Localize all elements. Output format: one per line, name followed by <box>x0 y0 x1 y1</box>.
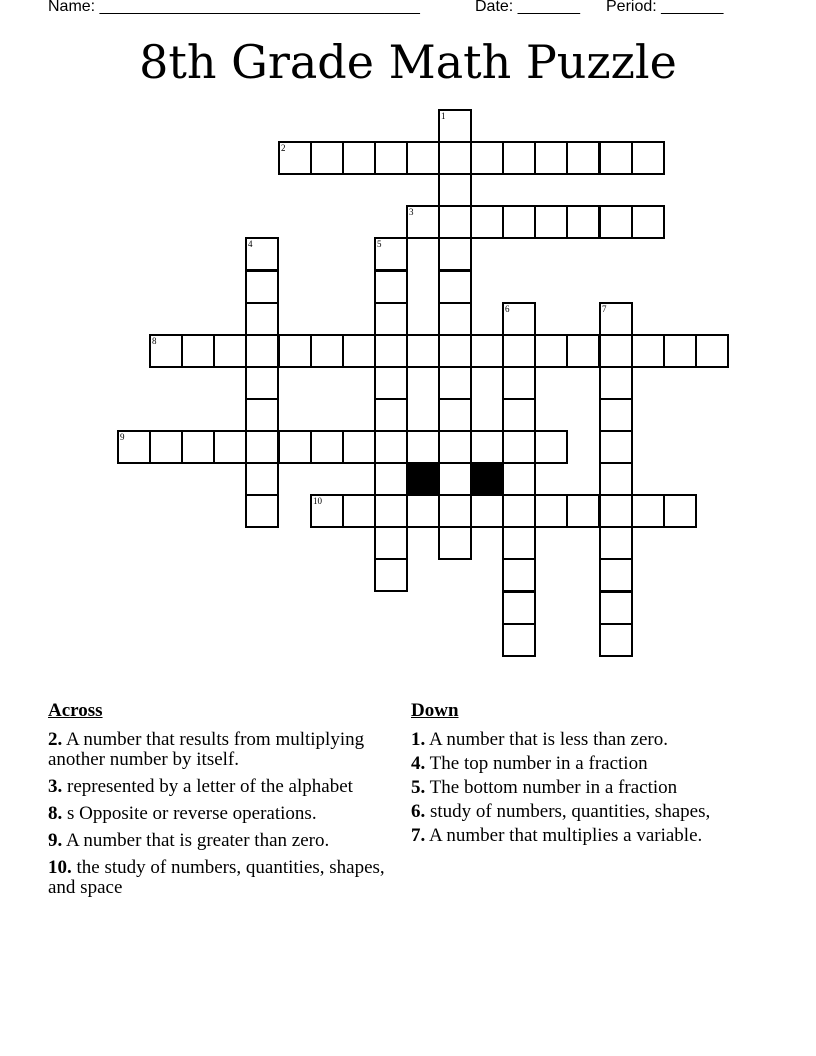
grid-cell[interactable] <box>213 334 247 368</box>
clue-down-5 <box>411 778 751 798</box>
clue-text: s Opposite or reverse operations. <box>67 803 317 824</box>
grid-cell[interactable] <box>599 366 633 400</box>
grid-cell[interactable] <box>406 494 440 528</box>
clue-number: 6. <box>411 801 426 822</box>
grid-cell[interactable] <box>534 334 568 368</box>
grid-cell[interactable] <box>181 334 215 368</box>
grid-cell[interactable] <box>406 334 440 368</box>
clue-across-2 <box>48 730 404 770</box>
clue-text: A number that is greater than zero. <box>65 830 330 851</box>
grid-cell[interactable] <box>502 591 536 625</box>
clue-number: 2. <box>48 729 63 750</box>
grid-cell[interactable] <box>310 430 344 464</box>
clue-text: represented by a letter of the alphabet <box>67 776 353 797</box>
grid-cell[interactable] <box>502 623 536 657</box>
grid-cell[interactable] <box>374 302 408 336</box>
down-clues <box>411 700 751 850</box>
grid-cell[interactable] <box>502 398 536 432</box>
grid-cell[interactable] <box>534 494 568 528</box>
grid-cell[interactable] <box>374 558 408 592</box>
grid-cell[interactable] <box>438 430 472 464</box>
grid-cell[interactable] <box>245 398 279 432</box>
grid-cell[interactable] <box>599 558 633 592</box>
clue-number-label: 3 <box>409 207 414 217</box>
grid-block <box>406 462 440 496</box>
grid-cell[interactable] <box>695 334 729 368</box>
clue-text: The bottom number in a fraction <box>429 777 678 798</box>
grid-cell[interactable] <box>374 141 408 175</box>
clue-number: 1. <box>411 729 426 750</box>
grid-cell[interactable] <box>374 366 408 400</box>
grid-cell[interactable] <box>438 237 472 271</box>
grid-cell[interactable] <box>502 526 536 560</box>
clue-number: 9. <box>48 830 63 851</box>
grid-cell[interactable] <box>213 430 247 464</box>
grid-cell[interactable] <box>599 141 633 175</box>
clue-text: A number that is less than zero. <box>428 729 668 750</box>
grid-cell[interactable] <box>342 494 376 528</box>
clue-text: The top number in a fraction <box>429 753 648 774</box>
across-clues <box>48 700 404 905</box>
grid-cell[interactable] <box>438 302 472 336</box>
grid-cell[interactable] <box>438 334 472 368</box>
grid-cell[interactable] <box>438 205 472 239</box>
grid-cell[interactable] <box>278 141 312 175</box>
grid-cell[interactable] <box>566 205 600 239</box>
grid-block <box>470 462 504 496</box>
grid-cell[interactable] <box>406 205 440 239</box>
grid-cell[interactable] <box>566 334 600 368</box>
grid-cell[interactable] <box>438 270 472 304</box>
grid-cell[interactable] <box>374 494 408 528</box>
grid-cell[interactable] <box>342 141 376 175</box>
grid-cell[interactable] <box>663 494 697 528</box>
grid-cell[interactable] <box>534 205 568 239</box>
clue-across-10 <box>48 858 404 898</box>
clue-text: A number that multiplies a variable. <box>428 825 703 846</box>
clue-number: 8. <box>48 803 63 824</box>
clue-number-label: 1 <box>441 111 446 121</box>
grid-cell[interactable] <box>406 141 440 175</box>
grid-cell[interactable] <box>181 430 215 464</box>
name-field[interactable]: Name: ____________________________________ <box>48 0 420 15</box>
grid-cell[interactable] <box>502 205 536 239</box>
clue-number-label: 5 <box>377 239 382 249</box>
grid-cell[interactable] <box>470 430 504 464</box>
grid-cell[interactable] <box>599 623 633 657</box>
grid-cell[interactable] <box>631 205 665 239</box>
date-field[interactable]: Date: _______ <box>475 0 580 15</box>
clue-number: 3. <box>48 776 63 797</box>
grid-cell[interactable] <box>438 494 472 528</box>
clue-number-label: 2 <box>281 143 286 153</box>
grid-cell[interactable] <box>631 334 665 368</box>
clue-down-4 <box>411 754 751 774</box>
page-title: 8th Grade Math Puzzle <box>139 35 677 89</box>
grid-cell[interactable] <box>278 334 312 368</box>
grid-cell[interactable] <box>245 366 279 400</box>
grid-cell[interactable] <box>117 430 151 464</box>
grid-cell[interactable] <box>245 270 279 304</box>
clue-number-label: 4 <box>248 239 253 249</box>
grid-cell[interactable] <box>502 141 536 175</box>
grid-cell[interactable] <box>278 430 312 464</box>
grid-cell[interactable] <box>245 302 279 336</box>
grid-cell[interactable] <box>245 430 279 464</box>
clue-down-7 <box>411 826 751 846</box>
grid-cell[interactable] <box>245 237 279 271</box>
clue-number-label: 10 <box>313 496 322 506</box>
grid-cell[interactable] <box>631 141 665 175</box>
grid-cell[interactable] <box>374 270 408 304</box>
grid-cell[interactable] <box>245 494 279 528</box>
grid-cell[interactable] <box>374 237 408 271</box>
grid-cell[interactable] <box>663 334 697 368</box>
grid-cell[interactable] <box>599 462 633 496</box>
clue-across-3 <box>48 777 404 797</box>
grid-cell[interactable] <box>470 334 504 368</box>
grid-cell[interactable] <box>310 141 344 175</box>
clue-down-6 <box>411 802 751 822</box>
grid-cell[interactable] <box>470 141 504 175</box>
clue-across-8 <box>48 804 404 824</box>
grid-cell[interactable] <box>438 141 472 175</box>
clue-text: the study of numbers, quantities, shapes, and space <box>48 857 385 898</box>
grid-cell[interactable] <box>502 334 536 368</box>
grid-cell[interactable] <box>374 398 408 432</box>
grid-cell[interactable] <box>438 109 472 143</box>
grid-cell[interactable] <box>502 462 536 496</box>
grid-cell[interactable] <box>438 462 472 496</box>
grid-cell[interactable] <box>438 366 472 400</box>
grid-cell[interactable] <box>502 366 536 400</box>
clue-number: 10. <box>48 857 72 878</box>
grid-cell[interactable] <box>406 430 440 464</box>
down-heading: Down <box>411 700 459 721</box>
grid-cell[interactable] <box>438 398 472 432</box>
grid-cell[interactable] <box>310 334 344 368</box>
clue-number: 4. <box>411 753 426 774</box>
clue-number: 5. <box>411 777 426 798</box>
clue-text: A number that results from multiplying another number by itself. <box>48 729 365 770</box>
grid-cell[interactable] <box>599 334 633 368</box>
grid-cell[interactable] <box>599 591 633 625</box>
grid-cell[interactable] <box>374 526 408 560</box>
grid-cell[interactable] <box>502 558 536 592</box>
across-heading: Across <box>48 700 103 721</box>
grid-cell[interactable] <box>566 141 600 175</box>
clue-across-9 <box>48 831 404 851</box>
grid-cell[interactable] <box>245 462 279 496</box>
grid-cell[interactable] <box>502 302 536 336</box>
grid-cell[interactable] <box>310 494 344 528</box>
grid-cell[interactable] <box>374 462 408 496</box>
grid-cell[interactable] <box>631 494 665 528</box>
grid-cell[interactable] <box>599 205 633 239</box>
period-field[interactable]: Period: _______ <box>606 0 724 15</box>
clue-number-label: 8 <box>152 336 157 346</box>
clue-number-label: 9 <box>120 432 125 442</box>
grid-cell[interactable] <box>599 302 633 336</box>
grid-cell[interactable] <box>566 494 600 528</box>
grid-cell[interactable] <box>245 334 279 368</box>
grid-cell[interactable] <box>470 494 504 528</box>
grid-cell[interactable] <box>438 173 472 207</box>
grid-cell[interactable] <box>342 430 376 464</box>
grid-cell[interactable] <box>374 334 408 368</box>
grid-cell[interactable] <box>534 141 568 175</box>
grid-cell[interactable] <box>374 430 408 464</box>
grid-cell[interactable] <box>470 205 504 239</box>
grid-cell[interactable] <box>599 430 633 464</box>
grid-cell[interactable] <box>502 494 536 528</box>
grid-cell[interactable] <box>599 526 633 560</box>
clue-number-label: 6 <box>505 304 510 314</box>
clue-number-label: 7 <box>602 304 607 314</box>
grid-cell[interactable] <box>599 398 633 432</box>
grid-cell[interactable] <box>342 334 376 368</box>
grid-cell[interactable] <box>534 430 568 464</box>
clue-down-1 <box>411 730 751 750</box>
grid-cell[interactable] <box>502 430 536 464</box>
grid-cell[interactable] <box>149 334 183 368</box>
grid-cell[interactable] <box>599 494 633 528</box>
clue-number: 7. <box>411 825 426 846</box>
clue-text: study of numbers, quantities, shapes, <box>430 801 711 822</box>
grid-cell[interactable] <box>438 526 472 560</box>
grid-cell[interactable] <box>149 430 183 464</box>
